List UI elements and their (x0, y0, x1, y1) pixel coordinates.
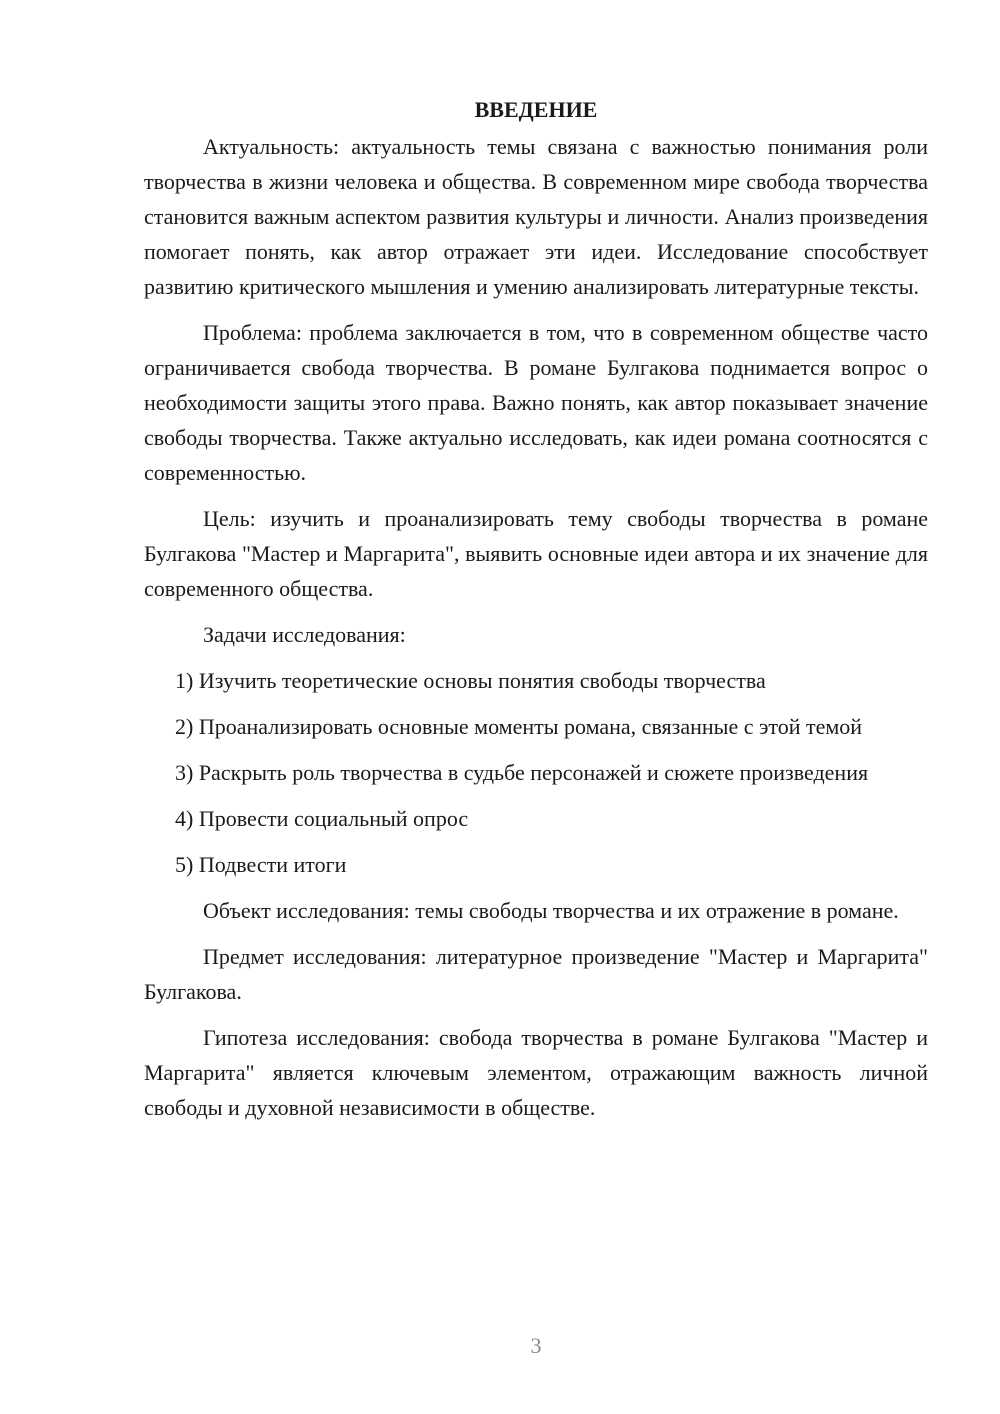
page-number: 3 (530, 1333, 542, 1358)
paragraph-problem: Проблема: проблема заключается в том, что в современном обществе часто ограничивается свобода творчества. В романе Булгакова поднимается вопрос о необходимости защиты этого права. Важно понять, как автор показывает значение свободы творчества. Также актуально исследовать, как идеи романа соотносятся с современностью. (144, 320, 928, 485)
task-item-2: 2) Проанализировать основные моменты романа, связанные с этой темой (175, 714, 863, 739)
paragraph-hypothesis: Гипотеза исследования: свобода творчества в романе Булгакова "Мастер и Маргарита" является ключевым элементом, отражающим важность личной свободы и духовной независимости в обществе. (144, 1025, 928, 1120)
task-item-3: 3) Раскрыть роль творчества в судьбе персонажей и сюжете произведения (175, 760, 869, 785)
paragraph-goal: Цель: изучить и проанализировать тему свободы творчества в романе Булгакова "Мастер и Маргарита", выявить основные идеи автора и их значение для современного общества. (144, 506, 928, 601)
section-title: ВВЕДЕНИЕ (474, 97, 598, 122)
task-item-1: 1) Изучить теоретические основы понятия свободы творчества (175, 668, 766, 693)
paragraph-tasks-heading: Задачи исследования: (203, 622, 406, 647)
paragraph-relevance: Актуальность: актуальность темы связана с важностью понимания роли творчества в жизни человека и общества. В современном мире свобода творчества становится важным аспектом развития культуры и личности. Анализ произведения помогает понять, как автор отражает эти идеи. Исследование способствует развитию критического мышления и умению анализировать литературные тексты. (144, 134, 928, 299)
paragraph-subject: Предмет исследования: литературное произведение "Мастер и Маргарита" Булгакова. (144, 944, 928, 1004)
task-item-4: 4) Провести социальный опрос (175, 806, 469, 831)
paragraph-object: Объект исследования: темы свободы творчества и их отражение в романе. (203, 898, 899, 923)
document-page (144, 92, 928, 1125)
task-item-5: 5) Подвести итоги (175, 852, 347, 877)
